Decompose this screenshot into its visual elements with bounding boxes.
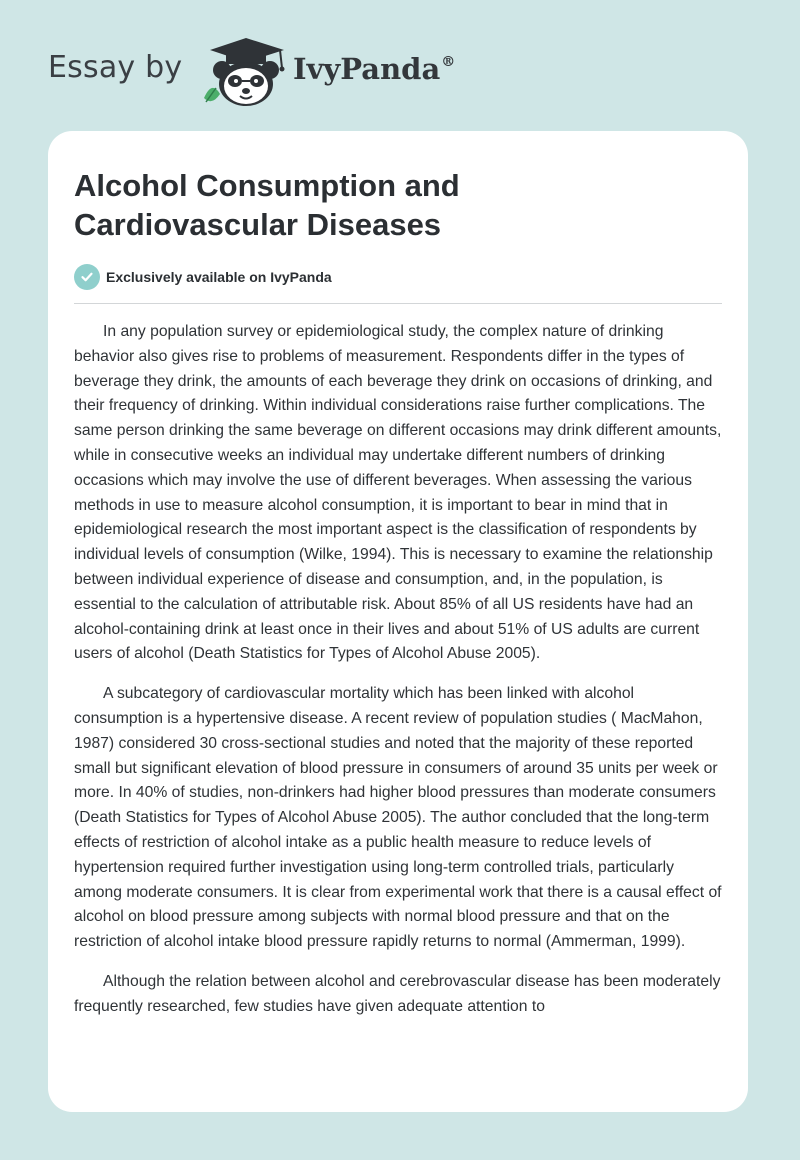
site-header	[0, 0, 800, 130]
paragraph: A subcategory of cardiovascular mortality which has been linked with alcohol consumption is a hypertensive disease. A recent review of population studies ( MacMahon, 1987) considered 30 cross-sectional studies and noted that the majority of these reported small but significant elevation of blood pressure in consumers of around 35 units per week or more. In 40% of studies, non-drinkers had higher blood pressures than moderate consumers (Death Statistics for Types of Alcohol Abuse 2005). The author concluded that the long-term effects of restriction of alcohol intake as a public health measure to reduce levels of hypertension required further investigation using long-term controlled trials, particularly among moderate consumers. It is clear from experimental work that there is a causal effect of alcohol on blood pressure among subjects with normal blood pressure and that on the restriction of alcohol intake blood pressure rapidly returns to normal (Ammerman, 1999).	[74, 685, 722, 951]
essay-by-label: Essay by	[48, 50, 183, 85]
brand-name[interactable]	[293, 52, 455, 86]
panda-logo-icon[interactable]	[198, 36, 298, 108]
essay-card	[48, 131, 748, 1112]
check-circle-icon	[74, 264, 100, 290]
brand-text: IvyPanda	[293, 52, 441, 86]
registered-mark: ®	[441, 54, 456, 70]
exclusive-badge	[74, 264, 332, 290]
paragraph: Although the relation between alcohol and cerebrovascular disease has been moderately frequently researched, few studies have given adequate attention to	[74, 972, 721, 1015]
paragraph: In any population survey or epidemiological study, the complex nature of drinking behavior also gives rise to problems of measurement. Respondents differ in the types of beverage they drink, the amounts of each beverage they drink on occasions of drinking, and their frequency of drinking. Within individual considerations raise further complications. The same person drinking the same beverage on different occasions may drink different amounts, while in consecutive weeks an individual may undertake different numbers of drinking occasions which may involve the use of different beverages. When assessing the various methods in use to measure alcohol consumption, it is important to bear in mind that in epidemiological research the most important aspect is the classification of respondents by individual levels of consumption (Wilke, 1994). This is necessary to examine the relationship between individual experience of disease and consumption, and, in the population, is essential to the calculation of attributable risk. About 85% of all US residents have had an alcohol-containing drink at least once in their lives and about 51% of US adults are current users of alcohol (Death Statistics for Types of Alcohol Abuse 2005).	[74, 323, 722, 663]
title-line-2: Cardiovascular Diseases	[74, 207, 442, 242]
divider	[74, 303, 722, 304]
essay-title	[74, 166, 674, 244]
exclusive-label: Exclusively available on IvyPanda	[106, 269, 332, 285]
essay-body	[74, 320, 725, 1035]
title-line-1: Alcohol Consumption and	[74, 168, 460, 203]
